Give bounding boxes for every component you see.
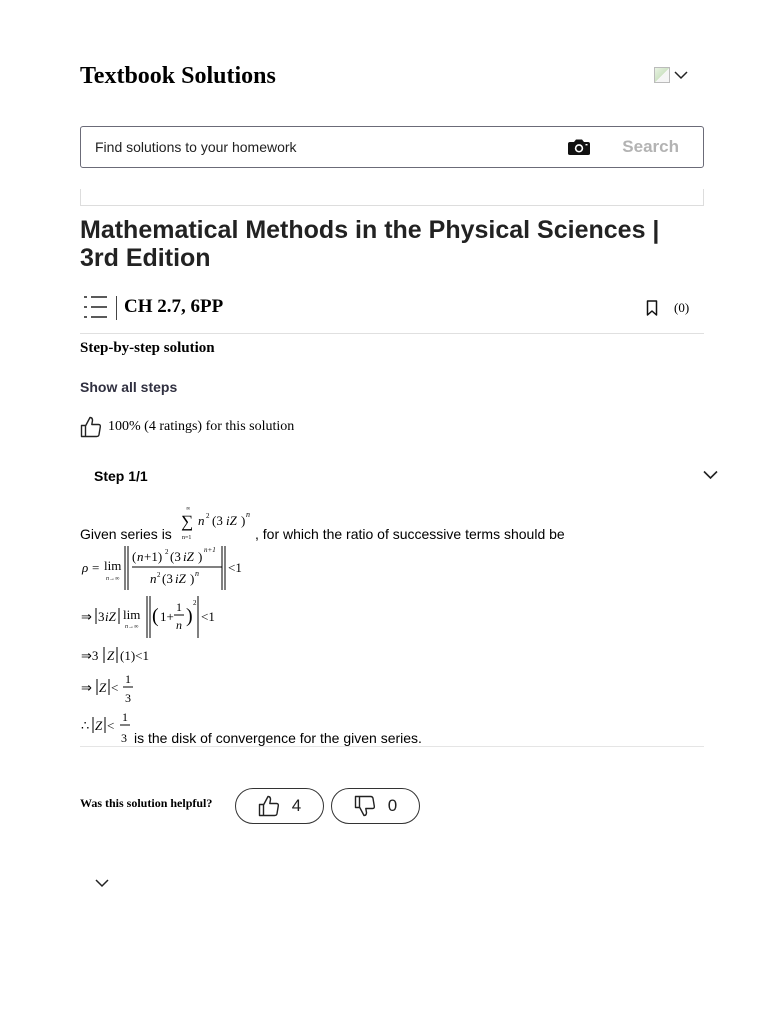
show-all-steps-link[interactable]: Show all steps (80, 379, 178, 395)
feedback-section (80, 788, 480, 824)
svg-text:∑: ∑ (181, 512, 194, 531)
header (80, 60, 688, 94)
rating-text: 100% (4 ratings) for this solution (108, 419, 295, 434)
step-content (80, 502, 704, 747)
book-title: Mathematical Methods in the Physical Sciences | 3rd Edition (80, 216, 660, 272)
svg-text:<1: <1 (228, 560, 242, 575)
svg-text:lim: lim (123, 607, 141, 622)
svg-text:∴: ∴ (81, 718, 90, 733)
chevron-down-icon[interactable] (674, 71, 688, 80)
bookmark-count: (0) (674, 300, 690, 315)
conclusion-expression (80, 708, 136, 746)
thumbs-up-icon (80, 416, 102, 438)
svg-text:iZ: iZ (226, 513, 237, 528)
svg-text:n: n (246, 510, 250, 519)
bookmark-icon[interactable] (646, 300, 658, 316)
svg-text:n: n (137, 549, 144, 564)
thumbs-down-icon (354, 795, 376, 817)
svg-text:2: 2 (206, 512, 210, 520)
svg-text:1+: 1+ (160, 609, 174, 624)
simplified-ratio-expression (80, 594, 230, 640)
feedback-question: Was this solution helpful? (80, 796, 213, 810)
solution-heading: Step-by-step solution (80, 340, 215, 356)
svg-text:2: 2 (193, 599, 197, 607)
downvote-button[interactable] (331, 788, 420, 824)
svg-text:(1)<1: (1)<1 (120, 648, 149, 663)
chevron-down-icon[interactable] (703, 470, 718, 480)
chapter-label[interactable]: CH 2.7, 6PP (124, 296, 224, 317)
thumbs-up-icon (258, 795, 280, 817)
svg-text:+1): +1) (144, 549, 163, 564)
svg-text:=: = (92, 560, 100, 575)
svg-text:(: ( (132, 549, 137, 564)
svg-text:1: 1 (176, 600, 182, 614)
svg-text:iZ: iZ (175, 571, 186, 586)
svg-text:2: 2 (165, 548, 169, 556)
step-label[interactable]: Step 1/1 (94, 468, 148, 484)
series-expression (180, 502, 255, 544)
svg-text:n=1: n=1 (182, 535, 192, 541)
svg-text:(3: (3 (170, 549, 181, 564)
svg-text:1: 1 (122, 710, 128, 724)
svg-text:iZ: iZ (183, 549, 194, 564)
svg-text:3: 3 (125, 691, 131, 705)
svg-text:): ) (241, 513, 246, 528)
search-button[interactable]: Search (622, 127, 679, 167)
site-title: Textbook Solutions (80, 63, 276, 89)
svg-text:1: 1 (125, 672, 131, 686)
svg-text:(: ( (152, 605, 159, 627)
svg-text:n+1: n+1 (204, 546, 216, 554)
chevron-down-icon[interactable] (95, 879, 109, 888)
svg-text:(3: (3 (212, 513, 223, 528)
search-input[interactable] (95, 127, 555, 167)
svg-text:n: n (176, 618, 182, 632)
svg-text:): ) (190, 571, 195, 586)
modulus-inequality-expression (80, 644, 180, 666)
svg-text:n: n (150, 571, 157, 586)
svg-text:∞: ∞ (186, 506, 191, 512)
svg-text:⇒3: ⇒3 (81, 648, 99, 663)
conclusion-suffix: is the disk of convergence for the given series. (134, 730, 422, 746)
svg-text:Z: Z (95, 718, 103, 733)
embedded-frame (80, 189, 704, 206)
svg-text:): ) (198, 549, 203, 564)
svg-text:Z: Z (99, 680, 107, 695)
svg-text:n: n (198, 513, 205, 528)
svg-text:n: n (195, 569, 199, 578)
upvote-count: 4 (291, 796, 302, 815)
svg-text:<: < (111, 680, 119, 695)
chapter-list-icon[interactable] (82, 294, 108, 320)
svg-text:(3: (3 (162, 571, 173, 586)
chapter-bar (80, 292, 704, 334)
svg-text:⇒: ⇒ (81, 680, 92, 695)
svg-text:): ) (186, 605, 193, 627)
avatar[interactable] (654, 67, 670, 83)
radius-expression (80, 672, 150, 708)
downvote-count: 0 (387, 796, 398, 815)
svg-text:lim: lim (104, 558, 122, 573)
account-menu[interactable] (654, 67, 688, 83)
solution-rating (80, 416, 294, 438)
svg-text:3: 3 (98, 609, 105, 624)
divider (116, 296, 117, 320)
upvote-button[interactable] (235, 788, 324, 824)
svg-text:iZ: iZ (105, 609, 116, 624)
svg-text:Z: Z (107, 648, 115, 663)
svg-text:n→∞: n→∞ (125, 624, 139, 630)
svg-text:n→∞: n→∞ (106, 576, 120, 582)
svg-text:2: 2 (157, 571, 161, 579)
svg-text:<1: <1 (201, 609, 215, 624)
svg-text:⇒: ⇒ (81, 609, 92, 624)
camera-icon[interactable] (567, 138, 591, 156)
svg-text:3: 3 (121, 731, 127, 745)
svg-text:ρ: ρ (82, 560, 89, 575)
intro-prefix: Given series is (80, 526, 172, 542)
intro-suffix: , for which the ratio of successive terms should be (255, 526, 565, 542)
svg-text:<: < (107, 718, 115, 733)
ratio-test-expression (80, 540, 250, 592)
search-bar (80, 126, 704, 168)
